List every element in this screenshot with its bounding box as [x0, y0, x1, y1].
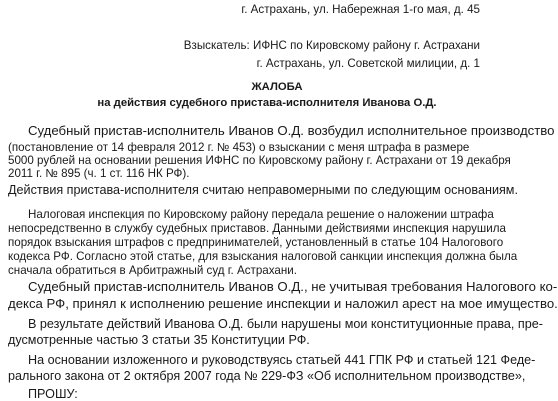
paragraph-6-line-1: На основании изложенного и руководствуясь статьей 441 ГПК РФ и статьей 121 Феде- — [28, 353, 536, 367]
paragraph-3-line-1: Налоговая инспекция по Кировскому району передала решение о наложении штрафа — [28, 208, 494, 221]
paragraph-4-line-1: Судебный пристав-исполнитель Иванов О.Д., не учитывая требования Налогового ко- — [28, 279, 558, 294]
sender-address-line: г. Астрахань, ул. Набережная 1-го мая, д. 45 — [241, 3, 480, 16]
claimant-address-line: г. Астрахань, ул. Советской милиции, д. 1 — [256, 57, 480, 70]
paragraph-1-line-1: Судебный пристав-исполнитель Иванов О.Д. возбудил исполнительное производство — [28, 123, 555, 138]
paragraph-3-line-5: сначала обратиться в Арбитражный суд г. Астрахани. — [8, 264, 297, 277]
request-heading: ПРОШУ: — [28, 387, 78, 401]
document-title: ЖАЛОБА — [251, 81, 303, 93]
paragraph-3-line-4: кодекса РФ. Согласно этой статье, для взыскания налоговой санкции инспекция должна была — [8, 250, 518, 263]
paragraph-2: Действия пристава-исполнителя считаю неправомерными по следующим основаниям. — [8, 183, 518, 197]
document-subtitle: на действия судебного пристава-исполнителя Иванова О.Д. — [97, 97, 437, 109]
paragraph-3-line-3: порядок взыскания штрафов с предпринимателей, установленный в статье 104 Налогового — [8, 236, 504, 249]
paragraph-1-line-2: (постановление от 14 февраля 2012 г. № 453) о взыскании с меня штрафа в размере — [8, 141, 470, 154]
paragraph-4-line-2: декса РФ, принял к исполнению решение инспекции и наложил арест на мое имущество. — [8, 296, 558, 311]
paragraph-1-line-4: 2011 г. № 895 (ч. 1 ст. 116 НК РФ). — [8, 167, 190, 180]
paragraph-1-line-3: 5000 рублей на основании решения ИФНС по Кировскому району г. Астрахани от 19 декабря — [8, 154, 511, 167]
claimant-line: Взыскатель: ИФНС по Кировскому району г. Астрахани — [183, 39, 480, 52]
paragraph-6-line-2: рального закона от 2 октября 2007 года № 229-ФЗ «Об исполнительном производстве», — [8, 369, 526, 383]
paragraph-5-line-1: В результате действий Иванова О.Д. были нарушены мои конституционные права, пре- — [28, 317, 543, 331]
paragraph-3-line-2: непосредственно в службу судебных приставов. Данными действиями инспекция нарушила — [8, 222, 506, 235]
paragraph-5-line-2: дусмотренные частью 3 статьи 35 Конституции РФ. — [8, 333, 310, 347]
